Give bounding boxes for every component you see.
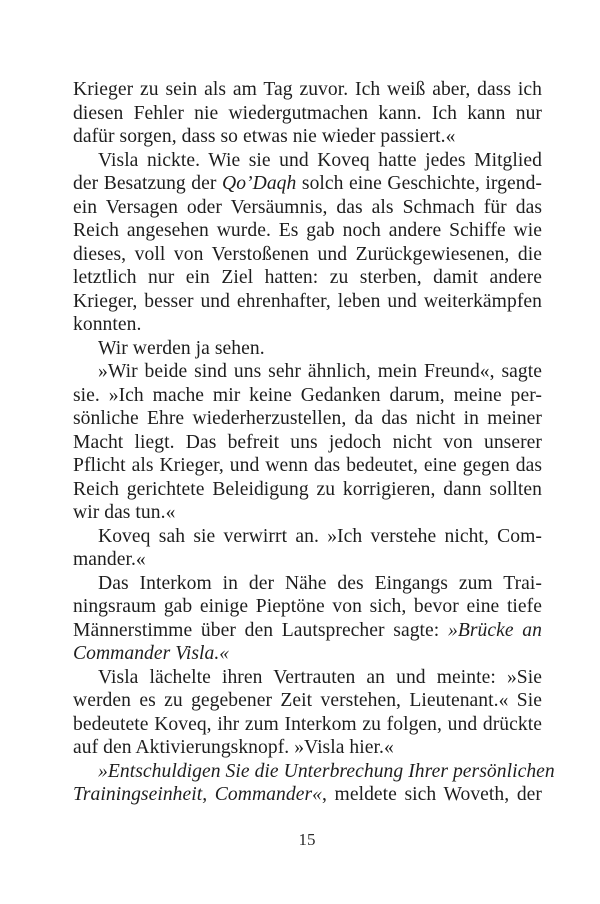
text-segment: sönliche Ehre wiederherzustellen, da das nicht in meiner xyxy=(73,408,542,429)
text-line xyxy=(73,196,542,220)
text-segment: Macht liegt. Das befreit uns jedoch nicht von unserer xyxy=(73,431,542,453)
text-segment: Männerstimme über den Lautsprecher sagte: xyxy=(73,619,448,641)
italic-text-segment: Trainingseinheit, Commander« xyxy=(73,784,322,805)
text-segment: diesen Fehler nie wiedergutmachen kann. Ich kann nur xyxy=(73,102,542,124)
text-segment: Pflicht als Krieger, und wenn das bedeutet, eine gegen das xyxy=(73,455,542,476)
text-line xyxy=(73,689,542,713)
text-line xyxy=(73,666,542,690)
text-segment: Das Interkom in der Nähe des Eingangs zum Trai- xyxy=(98,572,542,594)
text-line xyxy=(73,760,555,784)
text-line xyxy=(73,548,542,572)
text-segment: Krieger zu sein als am Tag zuvor. Ich weiß aber, dass ich xyxy=(73,79,542,100)
text-segment: auf den Aktivierungsknopf. »Visla hier.« xyxy=(73,737,394,758)
text-segment: ein Versagen oder Versäumnis, das als Schmach für das xyxy=(73,196,542,218)
text-segment: werden es zu gegebener Zeit verstehen, Lieutenant.« Sie xyxy=(73,690,542,711)
text-segment: Reich gerichtete Beleidigung zu korrigieren, dann sollten xyxy=(73,478,542,500)
text-line xyxy=(73,619,542,643)
text-segment: konnten. xyxy=(73,314,142,335)
text-line xyxy=(73,478,542,502)
text-line xyxy=(73,172,542,196)
text-segment: sie. »Ich mache mir keine Gedanken darum, meine per- xyxy=(73,384,542,406)
italic-text-segment: Qo’Daqh xyxy=(222,173,297,194)
italic-text-segment: Commander Visla.« xyxy=(73,643,230,664)
text-segment: Visla nickte. Wie sie und Koveq hatte jedes Mitglied xyxy=(98,149,542,171)
text-line xyxy=(73,219,542,243)
text-line xyxy=(73,337,542,361)
text-segment: Wir werden ja sehen. xyxy=(98,337,265,359)
text-segment: dieses, voll von Verstoßenen und Zurückgewiesenen, die xyxy=(73,243,542,265)
text-segment: Visla lächelte ihren Vertrauten an und meinte: »Sie xyxy=(98,666,542,688)
text-segment: bedeutete Koveq, ihr zum Interkom zu folgen, und drückte xyxy=(73,713,542,735)
text-line xyxy=(73,266,542,290)
text-line xyxy=(73,360,542,384)
text-line xyxy=(73,431,542,455)
text-line xyxy=(73,525,542,549)
text-segment: mander.« xyxy=(73,549,146,570)
text-line xyxy=(73,407,542,431)
text-line xyxy=(73,313,542,337)
text-segment: wir das tun.« xyxy=(73,502,176,523)
text-line xyxy=(73,642,542,666)
text-segment: solch eine Geschichte, irgend- xyxy=(296,173,542,194)
page-number: 15 xyxy=(298,830,316,849)
text-segment: dafür sorgen, dass so etwas nie wieder passiert.« xyxy=(73,126,456,147)
text-line xyxy=(73,572,542,596)
text-line xyxy=(73,149,542,173)
text-line xyxy=(73,595,542,619)
text-line xyxy=(73,243,542,267)
text-line xyxy=(73,290,542,314)
text-line xyxy=(73,102,542,126)
text-segment: Krieger, besser und ehrenhafter, leben und weiterkämpfen xyxy=(73,290,542,312)
text-line xyxy=(73,454,542,478)
text-line xyxy=(73,78,542,102)
italic-text-segment: »Brücke an xyxy=(447,619,542,641)
text-segment: , meldete sich Woveth, der xyxy=(321,784,542,805)
text-line xyxy=(73,713,542,737)
text-segment: letztlich nur ein Ziel hatten: zu sterben, damit andere xyxy=(73,267,542,288)
text-segment: Reich angesehen wurde. Es gab noch andere Schiffe wie xyxy=(73,220,542,241)
text-segment: Koveq sah sie verwirrt an. »Ich verstehe nicht, Com- xyxy=(98,525,542,547)
text-line xyxy=(73,783,542,807)
text-line xyxy=(73,501,542,525)
body-text xyxy=(73,78,555,807)
text-line xyxy=(73,384,542,408)
text-segment: der Besatzung der xyxy=(73,173,222,194)
text-segment: ningsraum gab einige Pieptöne von sich, bevor eine tiefe xyxy=(73,596,542,617)
text-line xyxy=(73,736,542,760)
text-line xyxy=(73,125,542,149)
text-segment: »Wir beide sind uns sehr ähnlich, mein Freund«, sagte xyxy=(98,361,542,382)
italic-text-segment: »Entschuldigen Sie die Unterbrechung Ihrer persönlichen xyxy=(98,760,555,782)
